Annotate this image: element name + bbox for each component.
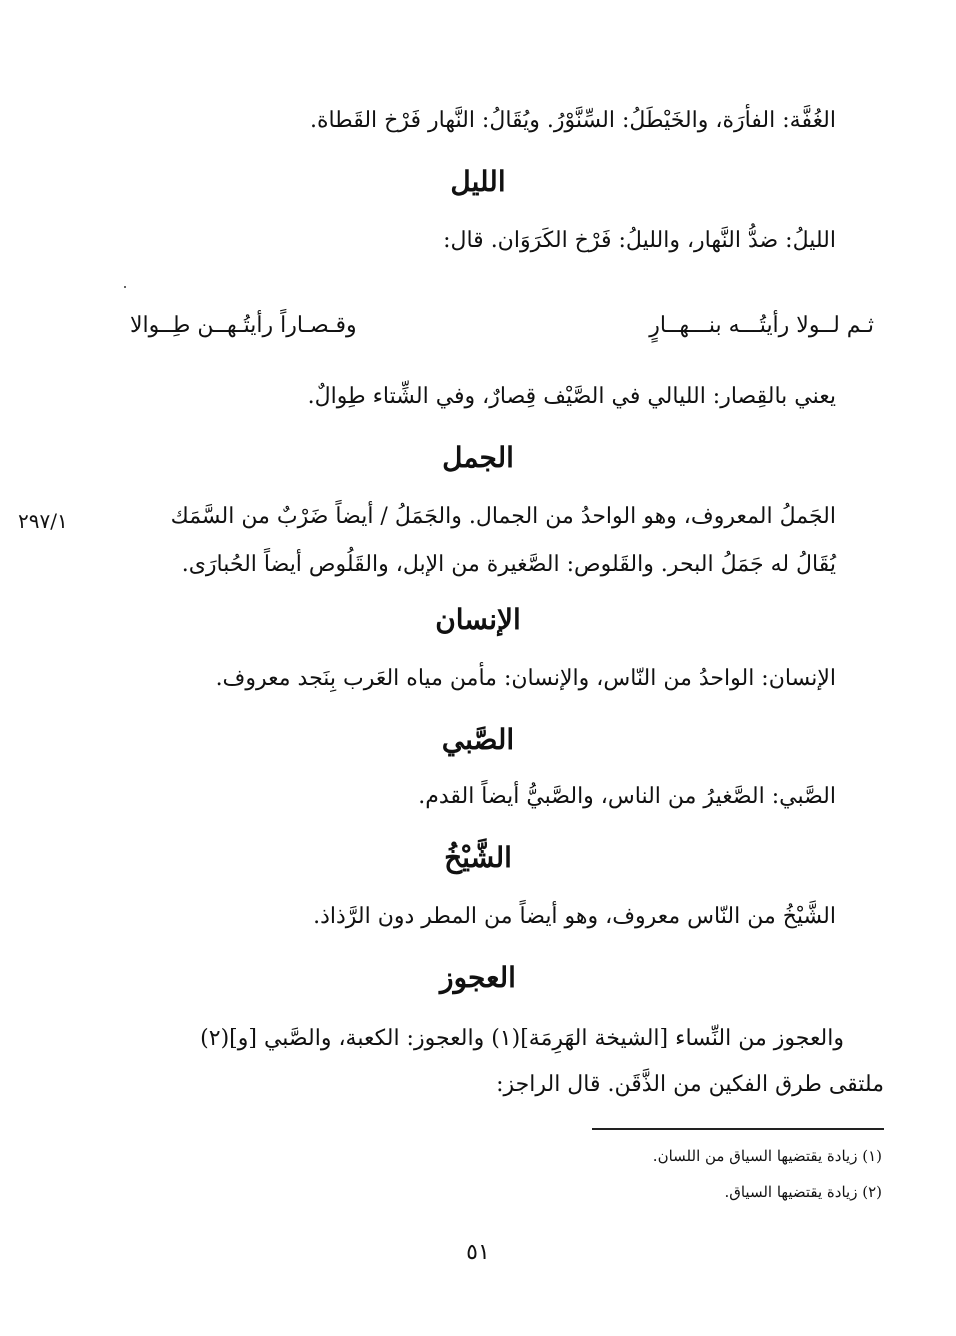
text-line: الليلُ: ضدُّ النَّهار، والليلُ: فَرْخ الكَرَوَان. قال: — [443, 228, 836, 253]
text-line: يُقَالُ له جَمَلُ البحر. والقَلوص: الصَّغيرة من الإبل، والقَلُوص أيضاً الحُبارَى. — [181, 552, 836, 577]
section-heading-night: الليل — [450, 165, 506, 198]
text-line: الإنسان: الواحدُ من النّاس، والإنسان: مأمن مياه العَرب بِنَجد معروف. — [215, 666, 836, 691]
section-heading-camel: الجمل — [442, 441, 514, 474]
verse-second-hemistich: وقـصـاراً رأيتُـهــن طِــوالا — [130, 313, 357, 338]
section-heading-elder: الشَّيْخُ — [444, 841, 512, 874]
ink-speck — [124, 286, 126, 288]
section-heading-human: الإنسان — [435, 603, 521, 636]
text-line: الغُفَّة: الفأرَة، والخَيْطَلُ: السِّنَّوْرُ. ويُقَالُ: النَّهار فَرْخ القَطاة. — [309, 108, 836, 133]
margin-reference: ٢٩٧/١ — [18, 509, 68, 533]
footnote-separator — [592, 1128, 884, 1130]
text-line: الجَملُ المعروف، وهو الواحدُ من الجمال. والجَمَلُ / أيضاً ضَرْبٌ من السَّمَك — [170, 504, 836, 529]
verse-first-hemistich: ثـم لــولا رأيتُـــه بنـــهــارٍ — [649, 313, 874, 338]
footnote-1: (١) زيادة يقتضيها السياق من اللسان. — [652, 1147, 882, 1165]
text-line: الصَّبي: الصَّغيرُ من الناس، والصَّبيُّ أيضاً القدم. — [418, 784, 836, 809]
text-line: ملتقى طرق الفكين من الذَّقَن. قال الراجز: — [496, 1072, 884, 1097]
text-line: والعجوز من النِّساء [الشيخة الهَرِمَة](١) والعجوز: الكعبة، والصَّبي [و](٢) — [200, 1026, 844, 1051]
text-line: يعني بالقِصار: الليالي في الصَّيْف قِصارٌ، وفي الشِّتاء طِوالٌ. — [307, 384, 836, 409]
section-heading-old-woman: العجوز — [440, 961, 516, 994]
footnote-2: (٢) زيادة يقتضيها السياق. — [724, 1183, 882, 1201]
page-number: ٥١ — [466, 1240, 490, 1265]
text-line: الشَّيْخُ من النّاس معروف، وهو أيضاً من المطر دون الرَّذاذ. — [313, 904, 836, 929]
section-heading-boy: الصَّبي — [441, 723, 515, 756]
